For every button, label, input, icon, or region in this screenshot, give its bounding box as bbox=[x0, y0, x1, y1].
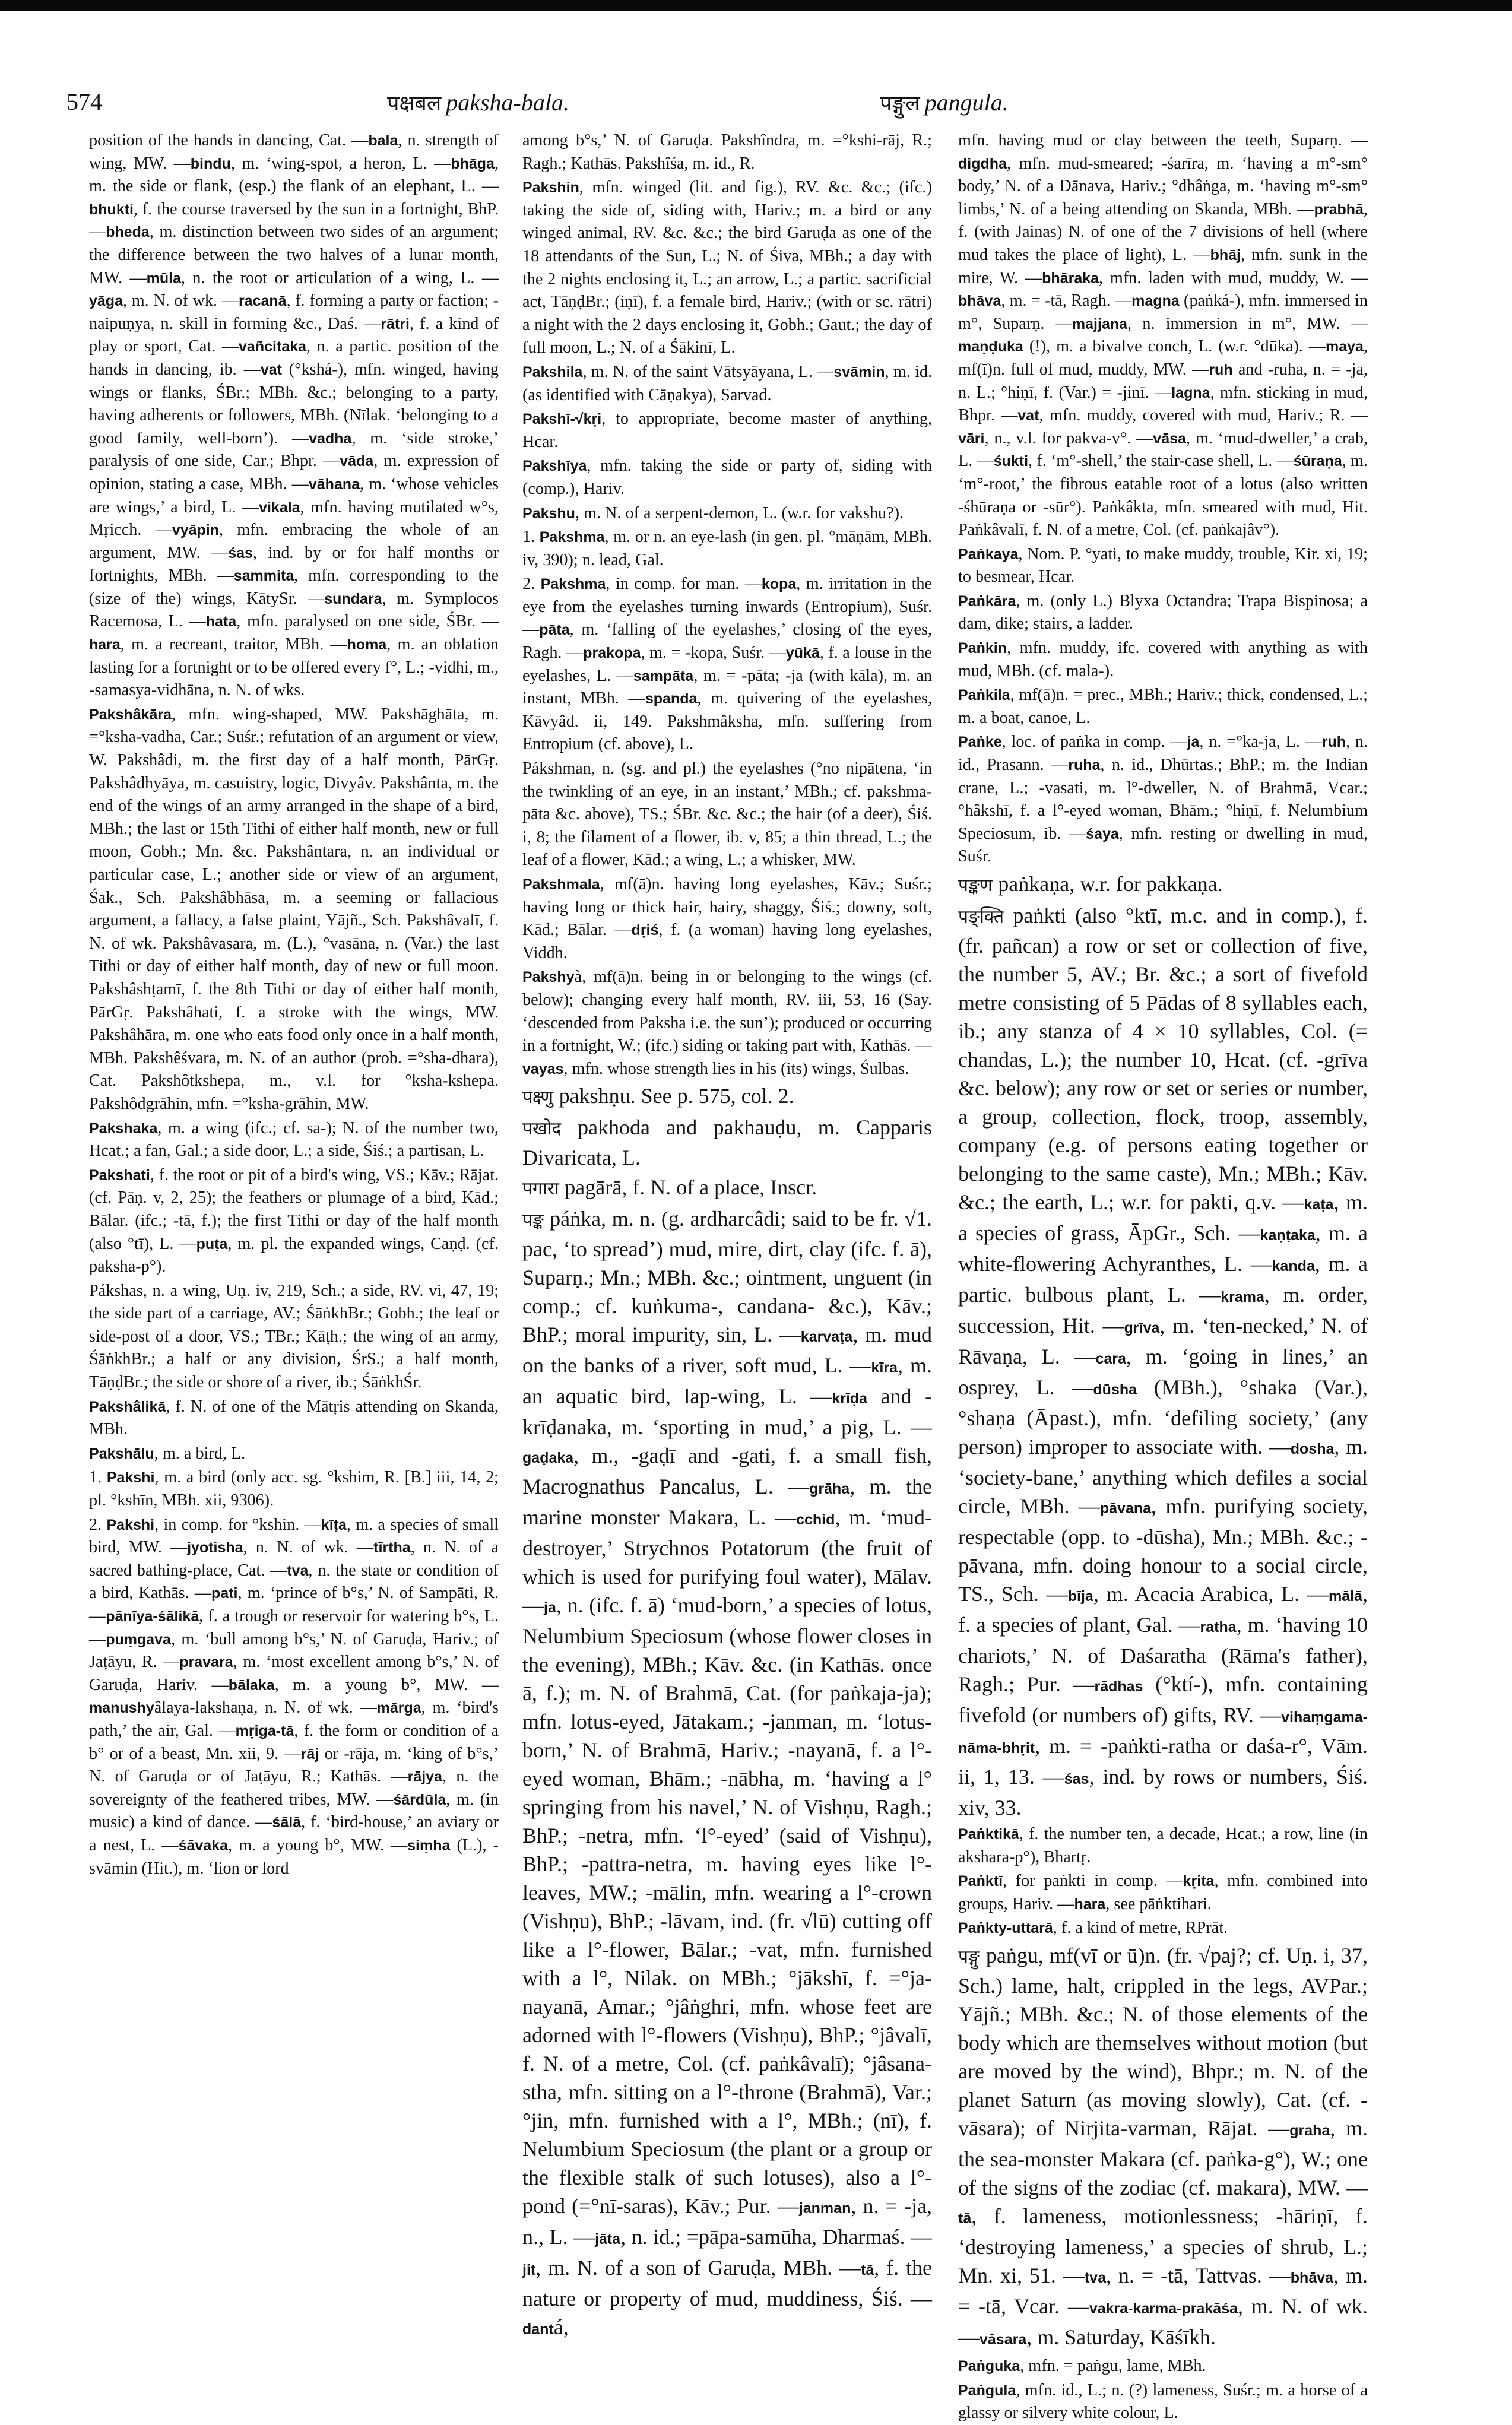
compound-headword: śaya bbox=[1086, 825, 1119, 842]
left-running-headword bbox=[387, 88, 569, 117]
devanagari-headword: पक्ष्णु bbox=[522, 1087, 559, 1108]
compound-headword: kaṭa bbox=[1304, 1196, 1334, 1213]
compound-headword: ratha bbox=[1200, 1619, 1237, 1635]
entry-headword: Paṅkaya bbox=[958, 546, 1019, 563]
entry-headword: Paṅkāra bbox=[958, 592, 1016, 610]
entry-headword: Paṅguka bbox=[958, 2357, 1020, 2375]
compound-headword: kīra bbox=[871, 1359, 898, 1377]
entry-headword: Pakshi bbox=[106, 1516, 155, 1533]
compound-headword: rādhas bbox=[1094, 1678, 1143, 1695]
dictionary-entry: Pakshī-√kṛi, to appropriate, become master of anything, Hcar. bbox=[522, 410, 932, 451]
compound-headword: pānīya-śālikā bbox=[106, 1608, 199, 1625]
compound-headword: grīva bbox=[1124, 1320, 1160, 1336]
compound-headword: homa bbox=[347, 636, 387, 654]
compound-headword: svāmin bbox=[833, 363, 885, 381]
dictionary-entry: Paṅktikā, f. the number ten, a decade, Hcat.; a row, line (in akshara-p°), Bhartṛ. bbox=[958, 1825, 1368, 1866]
entry-headword: Pakshīya bbox=[522, 458, 587, 475]
compound-headword: manushy bbox=[89, 1700, 154, 1717]
compound-headword: puṃgava bbox=[106, 1631, 171, 1648]
devanagari-headword: पखोद bbox=[522, 1118, 578, 1140]
compound-headword: vayas bbox=[522, 1060, 564, 1077]
entry-headword: Paṅke bbox=[958, 734, 1002, 751]
compound-headword: pāvana bbox=[1099, 1500, 1152, 1517]
dictionary-entry: पक्ष्णु pakshṇu. See p. 575, col. 2. bbox=[522, 1084, 794, 1108]
entry-headword: Pakshy bbox=[522, 969, 575, 986]
compound-headword: sammita bbox=[233, 568, 294, 585]
compound-headword: tva bbox=[287, 1562, 309, 1579]
devanagari-headword: पङ्कण bbox=[958, 875, 999, 896]
compound-headword: vāri bbox=[958, 430, 985, 447]
dictionary-entry: Pakshyà, mf(ā)n. being in or belonging to the wings (cf. below); changing every half month, RV. iii, 53, 16 (Say. ‘descended from Paksha i.e. the sun’); produced or occurring in a fortnight, W.; (ifc.) siding or taking part with, Kathās. —vayas, mfn. whose strength lies in his (its) wings, Śulbas. bbox=[522, 968, 932, 1078]
compound-headword: rātri bbox=[381, 315, 410, 332]
compound-headword: maya bbox=[1326, 338, 1364, 356]
dictionary-entry: Pakshu, m. N. of a serpent-demon, L. (w.r. for vakshu?). bbox=[522, 503, 904, 522]
dictionary-entry: Pákshas, n. a wing, Uṇ. iv, 219, Sch.; a side, RV. vi, 47, 19; the side part of a carriage, AV.; ŚāṅkhBr.; Gobh.; the leaf or side-post of a door, VS.; TBr.; Kāṭh.; the wing of an army, ŚāṅkhBr.; a half or any division, ŚrS.; a half month, TāṇḍBr.; the side or shore of a river, ib.; ŚāṅkhŚr. bbox=[89, 1281, 499, 1392]
compound-headword: yāga bbox=[89, 293, 123, 310]
compound-headword: kopa bbox=[761, 576, 797, 593]
dictionary-entry: 1. Pakshma, m. or n. an eye-lash (in gen. pl. °māṇām, MBh. iv, 390); n. lead, Gal. bbox=[522, 528, 932, 569]
dictionary-entry: Pakshin, mfn. winged (lit. and fig.), RV. &c. &c.; (ifc.) taking the side of, siding with, Hariv.; m. a bird or any winged animal, RV. &c. &c.; the bird Garuḍa as one of the 18 attendants of the Sun, L.; N. of Śiva, MBh.; a day with the 2 nights enclosing it, L.; an arrow, L.; a partic. sacrificial act, TāṇḍBr.; (iṇī), f. a female bird, Hariv.; (with or sc. rātri) a night with the 2 days enclosing it, Gobh.; Gaut.; the day of full moon, L.; N. of a Śākinī, L. bbox=[522, 178, 932, 357]
dictionary-entry: Paṅkāra, m. (only L.) Blyxa Octandra; Trapa Bispinosa; a dam, dike; stairs, a ladder. bbox=[958, 591, 1368, 633]
compound-headword: cara bbox=[1095, 1351, 1126, 1367]
compound-headword: prabhā bbox=[1314, 201, 1364, 218]
entry-headword: Pakshma bbox=[540, 576, 606, 593]
dictionary-entry: 2. Pakshma, in comp. for man. —kopa, m. irritation in the eye from the eyelashes turning inwards (Entropium), Suśr. —pāta, m. ‘falling of the eyelashes,’ closing of the eyes, Ragh. —prakopa, m. = -kopa, Suśr. —yūkā, f. a louse in the eyelashes, L. —sampāta, m. = -pāta; -ja (with kāla), m. an instant, MBh. —spanda, m. quivering of the eyelashes, Kāvyâd. ii, 149. Pakshmâksha, mfn. suffering from Entropium (cf. above), L. bbox=[522, 575, 933, 754]
compound-headword: kṛita bbox=[1183, 1873, 1215, 1890]
compound-headword: vakra-karma-prakāśa bbox=[1089, 2300, 1238, 2317]
compound-headword: vāsa bbox=[1153, 430, 1186, 447]
dictionary-entry: 2. Pakshi, in comp. for °kshin. —kīṭa, m. a species of small bird, MW. —jyotisha, n. N. of wk. —tīrtha, n. N. of a sacred bathing-place, Cat. —tva, n. the state or condition of a bird, Kathās. —pati, m. ‘prince of b°s,’ N. of Sampāti, R. —pānīya-śālikā, f. a trough or reservoir for watering b°s, L. —puṃgava, m. ‘bull among b°s,’ N. of Garuḍa, Hariv.; of Jaṭāyu, R. —pravara, m. ‘most excellent among b°s,’ N. of Garuḍa, Hariv. —bālaka, m. a young b°, MW. —manushyâlaya-lakshaṇa, n. N. of wk. —mārga, m. ‘bird's path,’ the air, Gal. —mṛiga-tā, f. the form or condition of a b° or of a beast, Mn. xii, 9. —rāj or -rāja, m. ‘king of b°s,’ N. of Garuḍa or of Jaṭāyu, R.; Kathās. —rājya, n. the sovereignty of the feathered tribes, MW. —śārdūla, m. (in music) a kind of dance. —śālā, f. ‘bird-house,’ an aviary or a nest, L. —śāvaka, m. a young b°, MW. —siṃha (L.), -svāmin (Hit.), m. ‘lion or lord bbox=[89, 1515, 499, 1878]
compound-headword: ja bbox=[544, 1599, 556, 1616]
dictionary-entry: पङ्कण paṅkaṇa, w.r. for pakkaṇa. bbox=[958, 872, 1223, 896]
compound-headword: tā bbox=[861, 2262, 874, 2279]
dictionary-entry: Paṅkila, mf(ā)n. = prec., MBh.; Hariv.; thick, condensed, L.; m. a boat, canoe, L. bbox=[958, 686, 1368, 727]
compound-headword: bhukti bbox=[89, 201, 134, 218]
compound-headword: ruh bbox=[1209, 361, 1233, 378]
compound-headword: vāhana bbox=[308, 476, 360, 493]
entry-headword: Pakshati bbox=[89, 1166, 150, 1184]
compound-headword: cchid bbox=[796, 1511, 835, 1529]
entry-headword: Pakshu bbox=[522, 505, 575, 522]
compound-headword: bīja bbox=[1067, 1588, 1093, 1605]
entry-headword: Pakshālu bbox=[89, 1445, 154, 1462]
compound-headword: digdha bbox=[958, 155, 1007, 172]
compound-headword: kīṭa bbox=[321, 1516, 347, 1533]
compound-headword: graha bbox=[1289, 2122, 1330, 2139]
compound-headword: tva bbox=[1084, 2269, 1106, 2286]
compound-headword: pravara bbox=[179, 1654, 233, 1671]
compound-headword: krīḍa bbox=[832, 1390, 868, 1408]
entry-headword: Pakshila bbox=[522, 363, 583, 381]
dictionary-entry: पखोद pakhoda and pakhauḍu, m. Capparis Divaricata, L. bbox=[522, 1115, 932, 1170]
compound-headword: gaḍaka bbox=[522, 1450, 574, 1467]
compound-headword: śas bbox=[228, 544, 253, 562]
compound-headword: krama bbox=[1221, 1289, 1264, 1305]
devanagari-headword: पङ्गु bbox=[958, 1946, 986, 1967]
entry-headword: Paṅktikā bbox=[958, 1826, 1019, 1843]
compound-headword: tīrtha bbox=[373, 1539, 411, 1557]
compound-headword: mālā bbox=[1329, 1588, 1363, 1605]
compound-headword: bālaka bbox=[228, 1676, 275, 1694]
dictionary-entry: Pakshaka, m. a wing (ifc.; cf. sa-); N. of the number two, Hcat.; a fan, Gal.; a side door, L.; a side, Śiś.; a partisan, L. bbox=[89, 1118, 499, 1161]
entry-headword: Paṅkila bbox=[958, 687, 1010, 704]
entry-headword: Paṅgula bbox=[958, 2382, 1016, 2399]
compound-headword: bheda bbox=[106, 224, 150, 241]
compound-headword: yūkā bbox=[785, 645, 820, 662]
compound-headword: śūraṇa bbox=[1293, 453, 1342, 470]
compound-headword: sampāta bbox=[633, 667, 694, 684]
compound-headword: puṭa bbox=[196, 1235, 228, 1253]
compound-headword: bhāva bbox=[1290, 2269, 1334, 2286]
compound-headword: kaṇṭaka bbox=[1260, 1227, 1316, 1244]
compound-headword: rāj bbox=[300, 1745, 319, 1763]
dictionary-entry: Paṅktī, for paṅkti in comp. —kṛita, mfn. combined into groups, Hariv. —hara, see pāṅktihari. bbox=[958, 1872, 1368, 1913]
compound-headword: janman bbox=[798, 2200, 851, 2217]
compound-headword: vat bbox=[260, 361, 282, 378]
dictionary-column-1 bbox=[89, 129, 499, 1934]
dictionary-entry: Pákshman, n. (sg. and pl.) the eyelashes (°no nipātena, ‘in the twinkling of an eye, in an instant,’ MBh.; cf. pakshma-pāta &c. above), TS.; ŚBr. &c. &c.; the hair (of a deer), Śiś. i, 8; the filament of a flower, ib. v, 85; a thin thread, L.; the leaf of a flower, Kād.; a wing, L.; a whisker, MW. bbox=[522, 759, 932, 870]
right-headword-roman: pangula. bbox=[924, 89, 1009, 116]
compound-headword: grāha bbox=[809, 1481, 850, 1498]
compound-headword: prakopa bbox=[583, 645, 641, 662]
compound-headword: śālā bbox=[272, 1814, 302, 1831]
entry-headword: Pakshī-√kṛi bbox=[522, 411, 602, 428]
compound-headword: dant bbox=[522, 2321, 554, 2338]
entry-headword: Paṅkty-uttarā bbox=[958, 1920, 1053, 1937]
compound-headword: majjana bbox=[1072, 315, 1128, 332]
compound-headword: ruha bbox=[1068, 757, 1101, 774]
left-headword-roman: paksha-bala. bbox=[446, 89, 569, 116]
dictionary-entry: Paṅkaya, Nom. P. °yati, to make muddy, trouble, Kir. xi, 19; to besmear, Hcar. bbox=[958, 544, 1368, 587]
dictionary-entry: Paṅkin, mfn. muddy, ifc. covered with anything as with mud, MBh. (cf. mala-). bbox=[958, 639, 1368, 680]
compound-headword: dosha bbox=[1290, 1441, 1335, 1457]
compound-headword: karvaṭa bbox=[800, 1329, 853, 1346]
compound-headword: śārdūla bbox=[393, 1791, 446, 1808]
dictionary-entry: among b°s,’ N. of Garuḍa. Pakshîndra, m. =°kshi-rāj, R.; Ragh.; Kathās. Pakshîśa, m. id., R. bbox=[522, 131, 932, 173]
dictionary-entry: Paṅguka, mfn. = paṅgu, lame, MBh. bbox=[958, 2356, 1206, 2375]
compound-headword: siṃha bbox=[407, 1837, 451, 1854]
compound-headword: hara bbox=[1074, 1895, 1106, 1913]
dictionary-entry: Pakshâlikā, f. N. of one of the Mātṛis attending on Skanda, MBh. bbox=[89, 1397, 499, 1439]
dictionary-entry: Pakshālu, m. a bird, L. bbox=[89, 1444, 246, 1463]
entry-headword: Paṅktī bbox=[958, 1873, 1003, 1890]
compound-headword: hata bbox=[205, 613, 237, 630]
compound-headword: vyāpin bbox=[172, 522, 220, 539]
dictionary-entry: Pakshila, m. N. of the saint Vātsyāyana, L. —svāmin, m. id. (as identified with Cāṇakya), Sarvad. bbox=[522, 362, 932, 404]
compound-headword: jit bbox=[522, 2262, 536, 2279]
compound-headword: spanda bbox=[645, 690, 698, 708]
devanagari-headword: पङ्क bbox=[522, 1210, 550, 1231]
top-black-border bbox=[0, 0, 1512, 11]
compound-headword: racanā bbox=[238, 293, 287, 310]
left-headword-devanagari: पक्षबल bbox=[387, 91, 442, 116]
compound-headword: bhāj bbox=[1210, 246, 1241, 264]
compound-headword: tā bbox=[958, 2210, 972, 2227]
compound-headword: maṇḍuka bbox=[958, 338, 1023, 356]
dictionary-entry: पङ्गु paṅgu, mf(vī or ū)n. (fr. √paj?; cf. Uṇ. i, 37, Sch.) lame, halt, crippled in the legs, AVPar.; Yājñ.; MBh. &c.; N. of those elements of the body which are themselves without motion (but are moved by the wind), Bhpr.; m. N. of the planet Saturn (as moving slowly), Cat. (cf. -vāsara); of Nirjita-varman, Rājat. —graha, m. the sea-monster Makara (cf. paṅka-g°), W.; one of the signs of the zodiac (cf. makara), MW. —tā, f. lameness, motionlessness; -hāriṇī, f. ‘destroying lameness,’ a species of shrub, L.; Mn. xi, 51. —tva, n. = -tā, Tattvas. —bhāva, m. = -tā, Vcar. —vakra-karma-prakāśa, m. N. of wk. —vāsara, m. Saturday, Kāśīkh. bbox=[958, 1943, 1368, 2349]
page-header bbox=[66, 88, 1429, 129]
compound-headword: pati bbox=[211, 1585, 238, 1602]
entry-headword: Pakshin bbox=[522, 179, 579, 196]
dictionary-entry: पङ्क्ति paṅkti (also °ktī, m.c. and in comp.), f. (fr. pañcan) a row or set or collection of five, the number 5, AV.; Br. &c.; a sort of fivefold metre consisting of 5 Pādas of 8 syllables each, ib.; any stanza of 4 × 10 syllables, Col. (= chandas, L.); the number 10, Hcat. (cf. -grīva &c. below); any row or set or series or number, a group, collection, flock, troop, assembly, company (e.g. of persons eating together or belonging to the same caste), Mn.; MBh.; Kāv. &c.; the earth, L.; w.r. for pakti, q.v. —kaṭa, m. a species of grass, ĀpGr., Sch. —kaṇṭaka, m. a white-flowering Achyranthes, L. —kanda, m. a partic. bulbous plant, L. —krama, m. order, succession, Hit. —grīva, m. ‘ten-necked,’ N. of Rāvaṇa, L. —cara, m. ‘going in lines,’ an osprey, L. —dūsha (MBh.), °shaka (Var.), °shaṇa (Āpast.), mfn. ‘defiling society,’ (any person) improper to associate with. —dosha, m. ‘society-bane,’ anything which defiles a social circle, MBh. —pāvana, mfn. purifying society, respectable (opp. to -dūsha), Mn.; MBh. &c.; -pāvana, mfn. doing honour to a social circle, TS., Sch. —bīja, m. Acacia Arabica, L. —mālā, f. a species of plant, Gal. —ratha, m. ‘having 10 chariots,’ N. of Daśaratha (Rāma's father), Ragh.; Pur. —rādhas (°ktí-), mfn. containing fivefold (or numbers of) gifts, RV. —vihaṃgama-nāma-bhṛit, m. = -paṅkti-ratha or daśa-r°, Vām. ii, 1, 13. —śas, ind. by rows or numbers, Śiś. xiv, 33. bbox=[958, 904, 1368, 1819]
devanagari-headword: पङ्क्ति bbox=[958, 906, 1013, 927]
compound-headword: śukti bbox=[993, 453, 1029, 470]
dictionary-column-2 bbox=[522, 129, 933, 2340]
dictionary-entry: Paṅkty-uttarā, f. a kind of metre, RPrāt. bbox=[958, 1919, 1228, 1938]
dictionary-column-3 bbox=[958, 129, 1368, 2423]
compound-headword: rājya bbox=[407, 1768, 442, 1786]
compound-headword: mārga bbox=[376, 1700, 421, 1717]
compound-headword: lagna bbox=[1171, 384, 1210, 401]
entry-headword: Pakshâkāra bbox=[89, 706, 172, 723]
right-running-headword bbox=[880, 88, 1009, 117]
dictionary-entry: पङ्क páṅka, m. n. (g. ardharcâdi; said to be fr. √1. pac, ‘to spread’) mud, mire, dirt, clay (ifc. f. ā), Suparṇ.; Mn.; MBh. &c.; ointment, unguent (in comp.; cf. kuṅkuma-, candana- &c.), Kāv.; BhP.; moral impurity, sin, L. —karvaṭa, m. mud on the banks of a river, soft mud, L. —kīra, m. an aquatic bird, lap-wing, L. —krīḍa and -krīḍanaka, m. ‘sporting in mud,’ a pig, L. —gaḍaka, m., -gaḍī and -gati, f. a small fish, Macrognathus Pancalus, L. —grāha, m. the marine monster Makara, L. —cchid, m. ‘mud-destroyer,’ Strychnos Potatorum (the fruit of which is used for purifying foul water), Mālav. —ja, n. (ifc. f. ā) ‘mud-born,’ a species of lotus, Nelumbium Speciosum (whose flower closes in the evening), MBh.; Kāv. &c. (in Kathās. once ā, f.); m. N. of Brahmā, Cat. (for paṅkaja-ja); mfn. lotus-eyed, Jātakam.; -janman, m. ‘lotus-born,’ N. of Brahmā, Hariv.; -nayanā, f. a l°-eyed woman, Bhām.; -nābha, m. ‘having a l° springing from his navel,’ N. of Vishṇu, Ragh.; BhP.; -netra, mfn. ‘l°-eyed’ (said of Vishṇu), BhP.; -pattra-netra, m. having eyes like l°-leaves, MW.; -mālin, mfn. wearing a l°-crown (Vishṇu), BhP.; -lāvam, ind. (fr. √lū) cutting off like a l°-flower, Bālar.; -vat, mfn. furnished with a l°, Nilak. on MBh.; °jākshī, f. =°ja-nayanā, Amar.; °jâṅghri, mfn. whose feet are adorned with l°-flowers (Vishṇu), BhP.; °jâvalī, f. N. of a metre, Col. (cf. paṅkâvalī); °jâsana-stha, mfn. sitting on a l°-throne (Brahmā), Var.; °jin, mfn. furnished with a l°, MBh.; (nī), f. Nelumbium Speciosum (the plant or a group or the flexible stalk of such lotuses), also a l°-pond (=°nī-saras), Kāv.; Pur. —janman, n. = -ja, n., L. —jāta, n. id.; =pāpa-samūha, Dharmaś. —jit, m. N. of a son of Garuḍa, MBh. —tā, f. the nature or property of mud, muddiness, Śiś. —dantá, bbox=[522, 1207, 933, 2340]
compound-headword: jāta bbox=[595, 2231, 621, 2248]
compound-headword: bala bbox=[368, 132, 398, 149]
compound-headword: vañcitaka bbox=[239, 338, 306, 356]
compound-headword: bindu bbox=[190, 155, 231, 172]
compound-headword: mṛiga-tā bbox=[235, 1722, 294, 1739]
entry-headword: Paṅkin bbox=[958, 640, 1007, 657]
dictionary-entry: position of the hands in dancing, Cat. —bala, n. strength of wing, MW. —bindu, m. ‘wing-spot, a heron, L. —bhāga, m. the side or flank, (esp.) the flank of an elephant, L. —bhukti, f. the course traversed by the sun in a fortnight, BhP. —bheda, m. distinction between two sides of an argument; the difference between the two halves of a lunar month, MW. —mūla, n. the root or articulation of a wing, L. —yāga, m. N. of wk. —racanā, f. forming a party or faction; -naipuṇya, n. skill in forming &c., Daś. —rātri, f. a kind of play or sport, Cat. —vañcitaka, n. a partic. position of the hands in dancing, ib. —vat (°kshá-), mfn. winged, having wings or flanks, ŚBr.; MBh. &c.; belonging to a party, having adherents or followers, MBh. (Nīlak. ‘belonging to a good family, well-born’). —vadha, m. ‘side stroke,’ paralysis of one side, Car.; Bhpr. —vāda, m. expression of opinion, stating a case, MBh. —vāhana, m. ‘whose vehicles are wings,’ a bird, L. —vikala, mfn. having mutilated w°s, Mṛicch. —vyāpin, mfn. embracing the whole of an argument, MW. —śas, ind. by or for half months or fortnights, MBh. —sammita, mfn. corresponding to the (size of the) wings, KātySr. —sundara, m. Symplocos Racemosa, L. —hata, mfn. paralysed on one side, ŚBr. —hara, m. a recreant, traitor, MBh. —homa, m. an oblation lasting for a fortnight or to be offered every f°, L.; -vidhi, m., -samasya-vidhāna, n. N. of wks. bbox=[89, 131, 499, 700]
compound-headword: vat bbox=[1017, 407, 1039, 424]
compound-headword: vikala bbox=[259, 499, 300, 516]
entry-headword: Pakshâlikā bbox=[89, 1398, 166, 1415]
devanagari-headword: पगारा bbox=[522, 1178, 565, 1200]
compound-headword: kanda bbox=[1272, 1258, 1315, 1275]
dictionary-entry: Pakshâkāra, mfn. wing-shaped, MW. Pakshāghāta, m. =°ksha-vadha, Car.; Suśr.; refutation of an argument or view, W. Pakshâdi, m. the first day of a half month, PārGṛ. Pakshâdhyāya, m. casuistry, logic, Divyâv. Pakshânta, m. the end of the wings of an army arranged in the shape of a bird, MBh.; the last or 15th Tithi of either half month, new or full moon, Gobh.; Mn. &c. Pakshântara, n. an individual or particular case, L.; another side or view of an argument, Śak., Sch. Pakshâbhāsa, m. a seeming or fallacious argument, a fallacy, a false plaint, Yājñ., Sch. Pakshâvalī, f. N. of wk. Pakshâvasara, m. (L.), °vasāna, n. (Var.) the last Tithi or day of either half month, day of new or full moon. Pakshâshṭamī, f. the 8th Tithi or day of either half month, PārGṛ. Pakshâhati, f. a stroke with the wings, MW. Pakshâhāra, m. one who eats food only once in a half month, MBh. Pakshêśvara, m. N. of an author (prob. =°sha-dhara), Cat. Pakshôtkshepa, m., v.l. for °ksha-kshepa. Pakshôdgrāhin, mfn. =°ksha-grāhin, MW. bbox=[89, 705, 499, 1113]
compound-headword: dṛiś bbox=[631, 922, 659, 939]
compound-headword: sundara bbox=[324, 590, 382, 607]
compound-headword: mūla bbox=[146, 270, 181, 287]
dictionary-entry: Pakshmala, mf(ā)n. having long eyelashes, Kāv.; Suśr.; having long or thick hair, hairy, shaggy, Śiś.; downy, soft, Kād.; Bālar. —dṛiś, f. (a woman) having long eyelashes, Viddh. bbox=[522, 875, 932, 962]
compound-headword: śas bbox=[1064, 1771, 1089, 1787]
dictionary-entry: mfn. having mud or clay between the teeth, Suparṇ. —digdha, mfn. mud-smeared; -śarīra, m. ‘having a m°-sm° body,’ N. of a Dānava, Hariv.; °dhâṅga, m. ‘having m°-sm° limbs,’ N. of a being attending on Skanda, MBh. —prabhā, f. (with Jainas) N. of one of the 7 divisions of hell (where mud takes the place of light), L. —bhāj, mfn. sunk in the mire, W. —bhāraka, mfn. laden with mud, muddy, W. —bhāva, m. = -tā, Ragh. —magna (paṅká-), mfn. immersed in m°, Suparṇ. —majjana, n. immersion in m°, MW. —maṇḍuka (!), m. a bivalve conch, L. (w.r. °dūka). —maya, mf(ī)n. full of mud, muddy, MW. —ruh and -ruha, n. = -ja, n. L.; °hiṇī, f. (Var.) = -jinī. —lagna, mfn. sticking in mud, Bhpr. —vat, mfn. muddy, covered with mud, Hariv.; R. —vāri, n., v.l. for pakva-v°. —vāsa, m. ‘mud-dweller,’ a crab, L. —śukti, f. ‘m°-shell,’ the stair-case shell, L. —śūraṇa, m. ‘m°-root,’ the fibrous eatable root of a lotus (also written -śhūraṇa or -sūr°). Paṅkâkta, mfn. smeared with mud, Hit. Paṅkâvalī, f. N. of a metre, Col. (cf. paṅkajâv°). bbox=[958, 131, 1368, 540]
compound-headword: vihaṃgama-nāma-bhṛit bbox=[958, 1709, 1368, 1757]
dictionary-entry: Paṅgula, mfn. id., L.; n. (?) lameness, Suśr.; m. a horse of a glassy or silvery white colour, L. bbox=[958, 2380, 1368, 2423]
compound-headword: jyotisha bbox=[187, 1539, 243, 1557]
entry-headword: Pakshma bbox=[539, 529, 605, 546]
dictionary-entry: Paṅke, loc. of paṅka in comp. —ja, n. =°ka-ja, L. —ruh, n. id., Prasann. —ruha, n. id., Dhūrtas.; BhP.; m. the Indian crane, L.; -vasati, m. l°-dweller, N. of Brahmā, Vcar.; °hâkshī, f. a l°-eyed woman, Bhām.; °hiṇī, f. Nelumbium Speciosum, ib. —śaya, mfn. resting or dwelling in mud, Suśr. bbox=[958, 733, 1368, 866]
entry-headword: Pakshaka bbox=[89, 1120, 158, 1137]
dictionary-entry: पगारा pagārā, f. N. of a place, Inscr. bbox=[522, 1175, 817, 1200]
dictionary-entry: 1. Pakshi, m. a bird (only acc. sg. °kshim, R. [B.] iii, 14, 2; pl. °kshīn, MBh. xii, 9306). bbox=[89, 1468, 499, 1510]
right-headword-devanagari: पङ्गुल bbox=[880, 91, 920, 116]
compound-headword: ruh bbox=[1321, 734, 1346, 751]
compound-headword: śāvaka bbox=[178, 1837, 229, 1854]
compound-headword: bhāga bbox=[451, 155, 495, 172]
compound-headword: magna bbox=[1131, 293, 1180, 310]
dictionary-entry: Pakshīya, mfn. taking the side or party of, siding with (comp.), Hariv. bbox=[522, 457, 932, 498]
compound-headword: vadha bbox=[309, 430, 352, 447]
page-number: 574 bbox=[66, 88, 102, 115]
compound-headword: vāsara bbox=[980, 2331, 1027, 2348]
compound-headword: hara bbox=[89, 636, 121, 654]
compound-headword: pāta bbox=[539, 622, 570, 639]
compound-headword: ja bbox=[1187, 734, 1200, 751]
compound-headword: bhāraka bbox=[1042, 270, 1099, 287]
compound-headword: dūsha bbox=[1093, 1381, 1137, 1398]
entry-headword: Pakshmala bbox=[522, 876, 600, 893]
dictionary-entry: Pakshati, f. the root or pit of a bird's wing, VS.; Kāv.; Rājat. (cf. Pāṇ. v, 2, 25); the feathers or plumage of a bird, Kād.; Bālar. (ifc.; -tā, f.); the first Tithi or day of the half month (also °tī), L. —puṭa, m. pl. the expanded wings, Caṇḍ. (cf. paksha-p°). bbox=[89, 1165, 499, 1276]
entry-headword: Pakshi bbox=[106, 1469, 155, 1486]
compound-headword: vāda bbox=[340, 453, 374, 470]
compound-headword: bhāva bbox=[958, 293, 1001, 310]
